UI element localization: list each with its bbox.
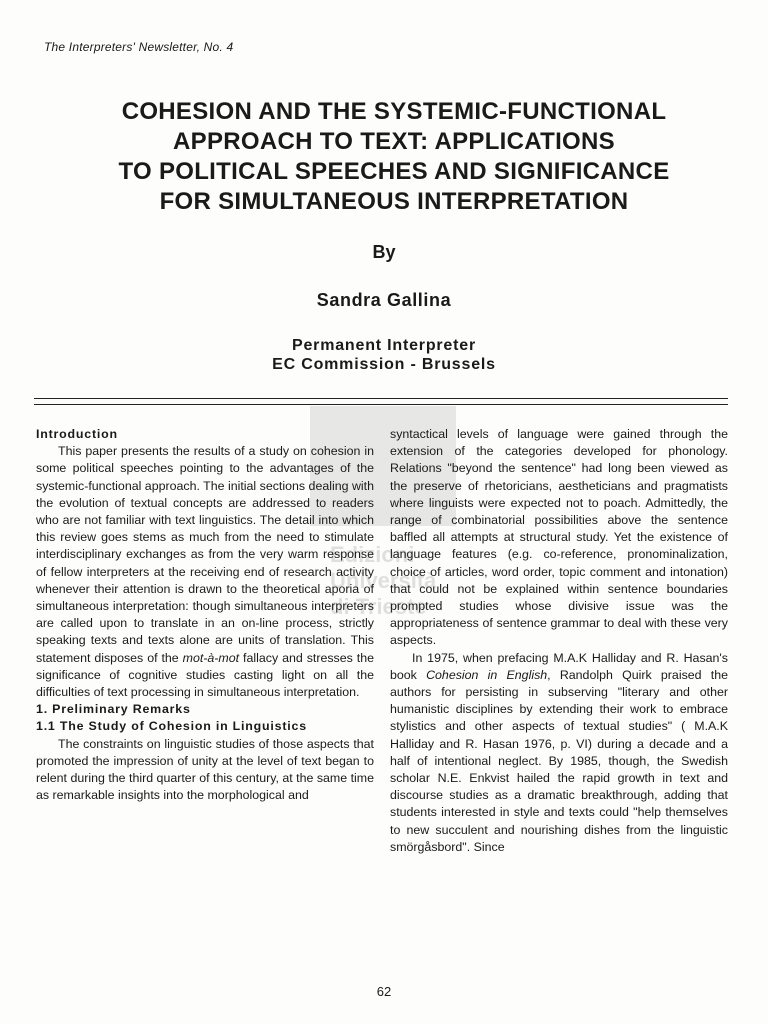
intro-text: This paper presents the results of a study on cohesion in some political speeches pointing to the advantages of the systemic-functional approach. The initial sections dealing with the evolution of textual concepts are addressed to readers who are not familiar with text linguistics. The detail into which this review goes stems as much from the need to stimulate interdisciplinary exchanges as from the very warm response of fellow interpreters at the receiving end of research activity whenever their attention is drawn to the theoretical aporia of simultaneous interpretation: though simultaneous interpreters are called upon to translate in an on-line process, strictly speaking texts and texts alone are units of translation. This statement disposes of the: [36, 444, 374, 665]
subsection-heading: 1.1 The Study of Cohesion in Linguistics: [36, 719, 307, 734]
page-number: 62: [376, 984, 392, 999]
running-head: The Interpreters' Newsletter, No. 4: [44, 40, 234, 54]
title-line: FOR SIMULTANEOUS INTERPRETATION: [159, 188, 629, 215]
body-paragraph: syntactical levels of language were gained through the extension of the categories developed for phonology. Relations "beyond the sentence" had long been viewed as the preserve of rhetoricians, aestheticians and pragmatists where linguists were expected not to poach. Admittedly, the range of combinatorial possibilities above the sentence baffled all attempts at structural study. Yet the existence of language features (e.g. co-reference, pronominalization, choice of articles, word order, topic comment and intonation) that could not be explained within sentence boundaries prompted studies whose divisive issue was the appropriateness of sentence grammar to deal with these very aspects.: [390, 427, 728, 648]
intro-text-end: fallacy and stresses the significance of cognitive studies casting light on all the difficulties of text processing in simultaneous interpretation.: [36, 650, 374, 700]
by-label: By: [372, 242, 396, 262]
para2-text: In 1975, when prefacing M.A.K Halliday and R. Hasan's book: [390, 650, 728, 682]
article-title: [40, 97, 748, 217]
title-line: COHESION AND THE SYSTEMIC-FUNCTIONAL: [121, 98, 667, 125]
introduction-paragraph: [36, 443, 374, 701]
introduction-heading: Introduction: [36, 427, 118, 441]
author-institution: EC Commission - Brussels: [272, 356, 496, 373]
author-position: Permanent Interpreter: [292, 337, 476, 354]
right-column: [390, 426, 728, 856]
watermark-text: di Trieste: [330, 594, 427, 619]
header-divider: [34, 398, 728, 399]
intro-italic: mot-à-mot: [182, 650, 240, 665]
title-line: TO POLITICAL SPEECHES AND SIGNIFICANCE: [118, 158, 670, 185]
title-line: APPROACH TO TEXT: APPLICATIONS: [173, 128, 615, 155]
watermark-text: Edizioni: [330, 542, 415, 567]
author-name: Sandra Gallina: [316, 290, 452, 310]
body-paragraph: [390, 650, 728, 856]
left-column: [36, 426, 374, 804]
section-heading: 1. Preliminary Remarks: [36, 702, 191, 717]
subsection-paragraph: The constraints on linguistic studies of those aspects that promoted the impression of unity at the level of text began to relent during the third quarter of this century, at the same time as remarkable insights into the morphological and: [36, 736, 374, 803]
header-divider: [34, 404, 728, 405]
watermark-text: Università: [330, 568, 437, 593]
para2-text-end: , Randolph Quirk praised the authors for persisting in subserving "literary and other humanistic disciplines by extending their work to embrace stylistics and other aspects of textual studies" ( M.A.K Halliday and R. Hasan 1976, p. VI) during a decade and a half of intentional neglect. By 1985, though, the Swedish scholar N.E. Enkvist hailed the rapid growth in text and discourse studies as a dramatic breakthrough, adding that students interested in style and texts could "help themselves to new succulent and nourishing dishes from the linguistic smörgåsbord". Since: [390, 667, 728, 854]
book-title: Cohesion in English: [426, 667, 548, 682]
